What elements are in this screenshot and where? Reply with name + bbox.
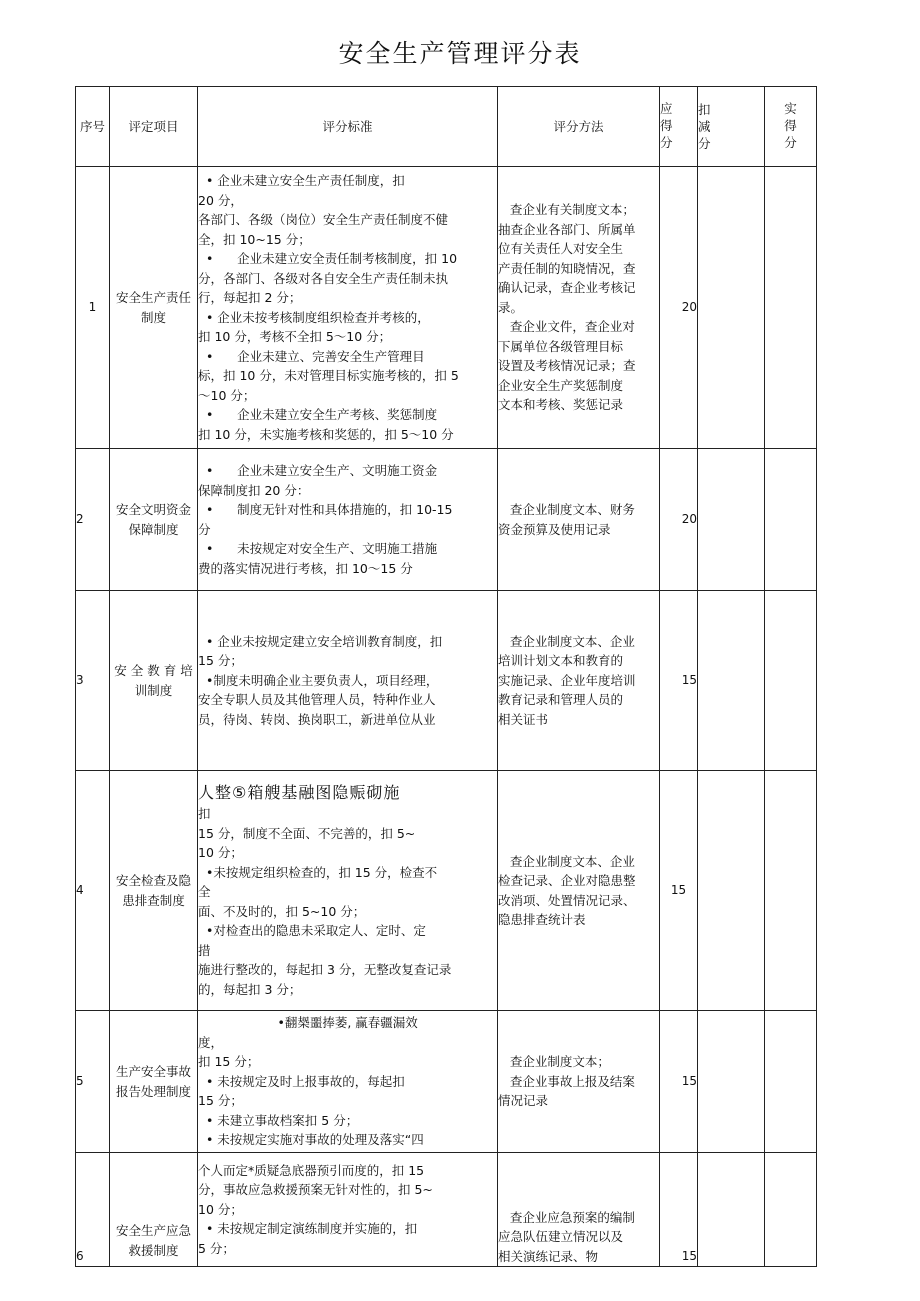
method-line: 培训计划文本和教育的: [498, 653, 624, 669]
method-line: 查企业文件，查企业对: [498, 319, 635, 335]
method-line: 确认记录，查企业考核记: [498, 280, 636, 296]
standard-line: 面、不及时的，扣 5~10 分；: [198, 903, 366, 919]
standard-line: 员，待岗、转岗、换岗职工，新进单位从业: [198, 711, 436, 727]
standard-line: 费的落实情况进行考核，扣 10～15 分: [198, 560, 413, 576]
standard-line: • 未建立事故档案扣 5 分；: [198, 1112, 359, 1128]
standard-line: 15 分，制度不全面、不完善的，扣 5~: [198, 825, 416, 841]
table-header-row: [76, 87, 817, 167]
table-row: [76, 449, 817, 591]
row-seq: 1: [76, 167, 110, 449]
method-line: 查企业制度文本；: [498, 1054, 610, 1070]
method-line: 隐患排查统计表: [498, 912, 586, 927]
method-line: 查企业应急预案的编制: [498, 1209, 635, 1225]
standard-line: 5 分；: [198, 1240, 235, 1256]
standard-line: • 制度无针对性和具体措施的，扣 10-15: [198, 502, 453, 517]
row-should-score: 15: [660, 771, 698, 1011]
standard-line: • 企业未建立安全生产责任制度，扣: [198, 173, 405, 188]
page-title: 安全生产管理评分表: [338, 39, 582, 68]
method-line: 相关演练记录、物: [498, 1248, 599, 1264]
row-standard: [198, 1153, 498, 1267]
standard-line: 安全专职人员及其他管理人员，特种作业人: [198, 692, 436, 708]
row-seq: 4: [76, 771, 110, 1011]
standard-line: • 未按规定及时上报事故的，每起扣: [198, 1073, 405, 1089]
method-line: 下属单位各级管理目标: [498, 338, 624, 354]
method-line: 位有关责任人对安全生: [498, 241, 624, 257]
method-line: 抽查企业各部门、所属单: [498, 221, 636, 237]
row-item: 安 全 教 育 培训制度: [110, 591, 198, 771]
standard-line: ～10 分；: [198, 387, 256, 403]
standard-line: 15 分；: [198, 653, 243, 669]
row-actual-score[interactable]: [765, 449, 817, 591]
row-seq: 5: [76, 1011, 110, 1153]
row-item: 安全生产应急救援制度: [110, 1153, 198, 1267]
standard-line: 个人而定*质疑急底器预引而度的，扣 15: [198, 1162, 425, 1178]
method-line: 企业安全生产奖惩制度: [498, 377, 624, 393]
method-line: 查企业制度文本、财务: [498, 502, 635, 517]
method-line: 资金预算及使用记录: [498, 521, 611, 537]
row-seq: 6: [76, 1153, 110, 1267]
header-deduct-score: 扣减分: [698, 87, 765, 167]
row-item: 安全检查及隐患排查制度: [110, 771, 198, 1011]
row-actual-score[interactable]: [765, 771, 817, 1011]
standard-line: 分，事故应急救援预案无针对性的，扣 5~: [198, 1182, 433, 1198]
header-seq: 序号: [76, 87, 110, 167]
row-deduct-score[interactable]: [698, 771, 765, 1011]
standard-line: • 未按规定制定演练制度并实施的，扣: [198, 1221, 418, 1237]
standard-line: 保障制度扣 20 分：: [198, 482, 310, 498]
standard-line: 扣 15 分；: [198, 1054, 260, 1070]
table-row: [76, 1011, 817, 1153]
standard-line: • 未按规定实施对事故的处理及落实“四: [198, 1132, 424, 1148]
standard-line: •对检查出的隐患未采取定人、定时、定: [198, 923, 426, 938]
standard-line: 的，每起扣 3 分；: [198, 981, 302, 997]
standard-line: 15 分；: [198, 1093, 243, 1109]
standard-line: • 企业未按考核制度组织检查并考核的，: [198, 309, 430, 325]
row-should-score: 20: [660, 449, 698, 591]
row-deduct-score[interactable]: [698, 167, 765, 449]
row-deduct-score[interactable]: [698, 449, 765, 591]
standard-line: 行，每起扣 2 分；: [198, 290, 302, 305]
standard-line: 10 分；: [198, 845, 243, 860]
score-table: [75, 86, 817, 1267]
table-row: [76, 591, 817, 771]
row-standard: [198, 771, 498, 1011]
standard-line: • 未按规定对安全生产、文明施工措施: [198, 541, 438, 556]
standard-line: 人整⑤箱艘基融图隐赈砌施: [198, 783, 401, 802]
standard-line: 扣 10 分，未实施考核和奖惩的，扣 5～10 分: [198, 426, 454, 442]
row-method: [498, 771, 660, 1011]
row-item: 生产安全事故报告处理制度: [110, 1011, 198, 1153]
header-standard: 评分标准: [198, 87, 498, 167]
row-method: [498, 1011, 660, 1153]
method-line: 情况记录: [498, 1093, 549, 1109]
header-item: 评定项目: [110, 87, 198, 167]
method-line: 查企业有关制度文本；: [498, 202, 635, 218]
method-line: 查企业制度文本、企业: [498, 853, 635, 869]
standard-line: 扣: [198, 806, 211, 821]
row-should-score: 15: [660, 1011, 698, 1153]
row-method: [498, 167, 660, 449]
standard-line: 全: [198, 884, 211, 899]
standard-line: 20 分，: [198, 192, 243, 208]
row-deduct-score[interactable]: [698, 1011, 765, 1153]
table-row: [76, 1153, 817, 1267]
standard-line: 分: [198, 521, 211, 537]
method-line: 查企业事故上报及结案: [498, 1073, 635, 1089]
header-actual-score: 实得分: [765, 87, 817, 167]
standard-line: 分，各部门、各级对各自安全生产责任制未执: [198, 270, 449, 286]
standard-line: •翻椝噩捧萎, 赢春疆漏效: [198, 1015, 418, 1031]
standard-line: 措: [198, 942, 211, 958]
standard-line: 标，扣 10 分，未对管理目标实施考核的，扣 5: [198, 368, 459, 383]
row-actual-score[interactable]: [765, 167, 817, 449]
row-should-score: 20: [660, 167, 698, 449]
row-seq: 2: [76, 449, 110, 591]
standard-line: 全，扣 10~15 分；: [198, 231, 311, 247]
header-method: 评分方法: [498, 87, 660, 167]
row-actual-score[interactable]: [765, 1153, 817, 1267]
standard-line: • 企业未建立安全责任制考核制度，扣 10: [198, 251, 458, 266]
method-line: 检查记录、企业对隐患整: [498, 873, 636, 888]
method-line: 设置及考核情况记录；查: [498, 358, 636, 374]
table-row: [76, 167, 817, 449]
method-line: 实施记录、企业年度培训: [498, 672, 636, 688]
standard-line: • 企业未建立安全生产考核、奖惩制度: [198, 407, 438, 422]
standard-line: • 企业未建立安全生产、文明施工资金: [198, 463, 438, 478]
row-method: [498, 449, 660, 591]
method-line: 相关证书: [498, 711, 549, 727]
method-line: 文本和考核、奖惩记录: [498, 397, 624, 413]
row-method: [498, 1153, 660, 1267]
row-item: 安全文明资金保障制度: [110, 449, 198, 591]
row-standard: [198, 167, 498, 449]
row-actual-score[interactable]: [765, 591, 817, 771]
standard-line: •制度未明确企业主要负责人，项目经理，: [198, 672, 439, 688]
method-line: 改消项、处置情况记录、: [498, 892, 636, 908]
table-row: [76, 771, 817, 1011]
standard-line: • 企业未按规定建立安全培训教育制度，扣: [198, 633, 443, 649]
row-standard: [198, 1011, 498, 1153]
row-standard: [198, 591, 498, 771]
row-deduct-score[interactable]: [698, 591, 765, 771]
row-method: [498, 591, 660, 771]
row-seq: 3: [76, 591, 110, 771]
method-line: 教育记录和管理人员的: [498, 692, 624, 708]
standard-line: 度，: [198, 1034, 224, 1050]
standard-line: 施进行整改的，每起扣 3 分，无整改复查记录: [198, 962, 452, 977]
standard-line: 10 分；: [198, 1201, 243, 1217]
method-line: 录。: [498, 299, 524, 315]
standard-line: • 企业未建立、完善安全生产管理目: [198, 348, 425, 364]
header-should-score: 应得分: [660, 87, 698, 167]
method-line: 应急队伍建立情况以及: [498, 1229, 624, 1244]
row-actual-score[interactable]: [765, 1011, 817, 1153]
standard-line: 扣 10 分，考核不全扣 5～10 分；: [198, 329, 392, 344]
row-standard: [198, 449, 498, 591]
row-item: 安全生产责任制度: [110, 167, 198, 449]
method-line: 产责任制的知晓情况，查: [498, 260, 636, 276]
row-should-score: 15: [660, 591, 698, 771]
standard-line: •未按规定组织检查的，扣 15 分，检查不: [198, 864, 438, 880]
row-deduct-score[interactable]: [698, 1153, 765, 1267]
method-line: 查企业制度文本、企业: [498, 633, 635, 649]
standard-line: 各部门、各级（岗位）安全生产责任制度不健: [198, 212, 449, 227]
row-should-score: 15: [660, 1153, 698, 1267]
